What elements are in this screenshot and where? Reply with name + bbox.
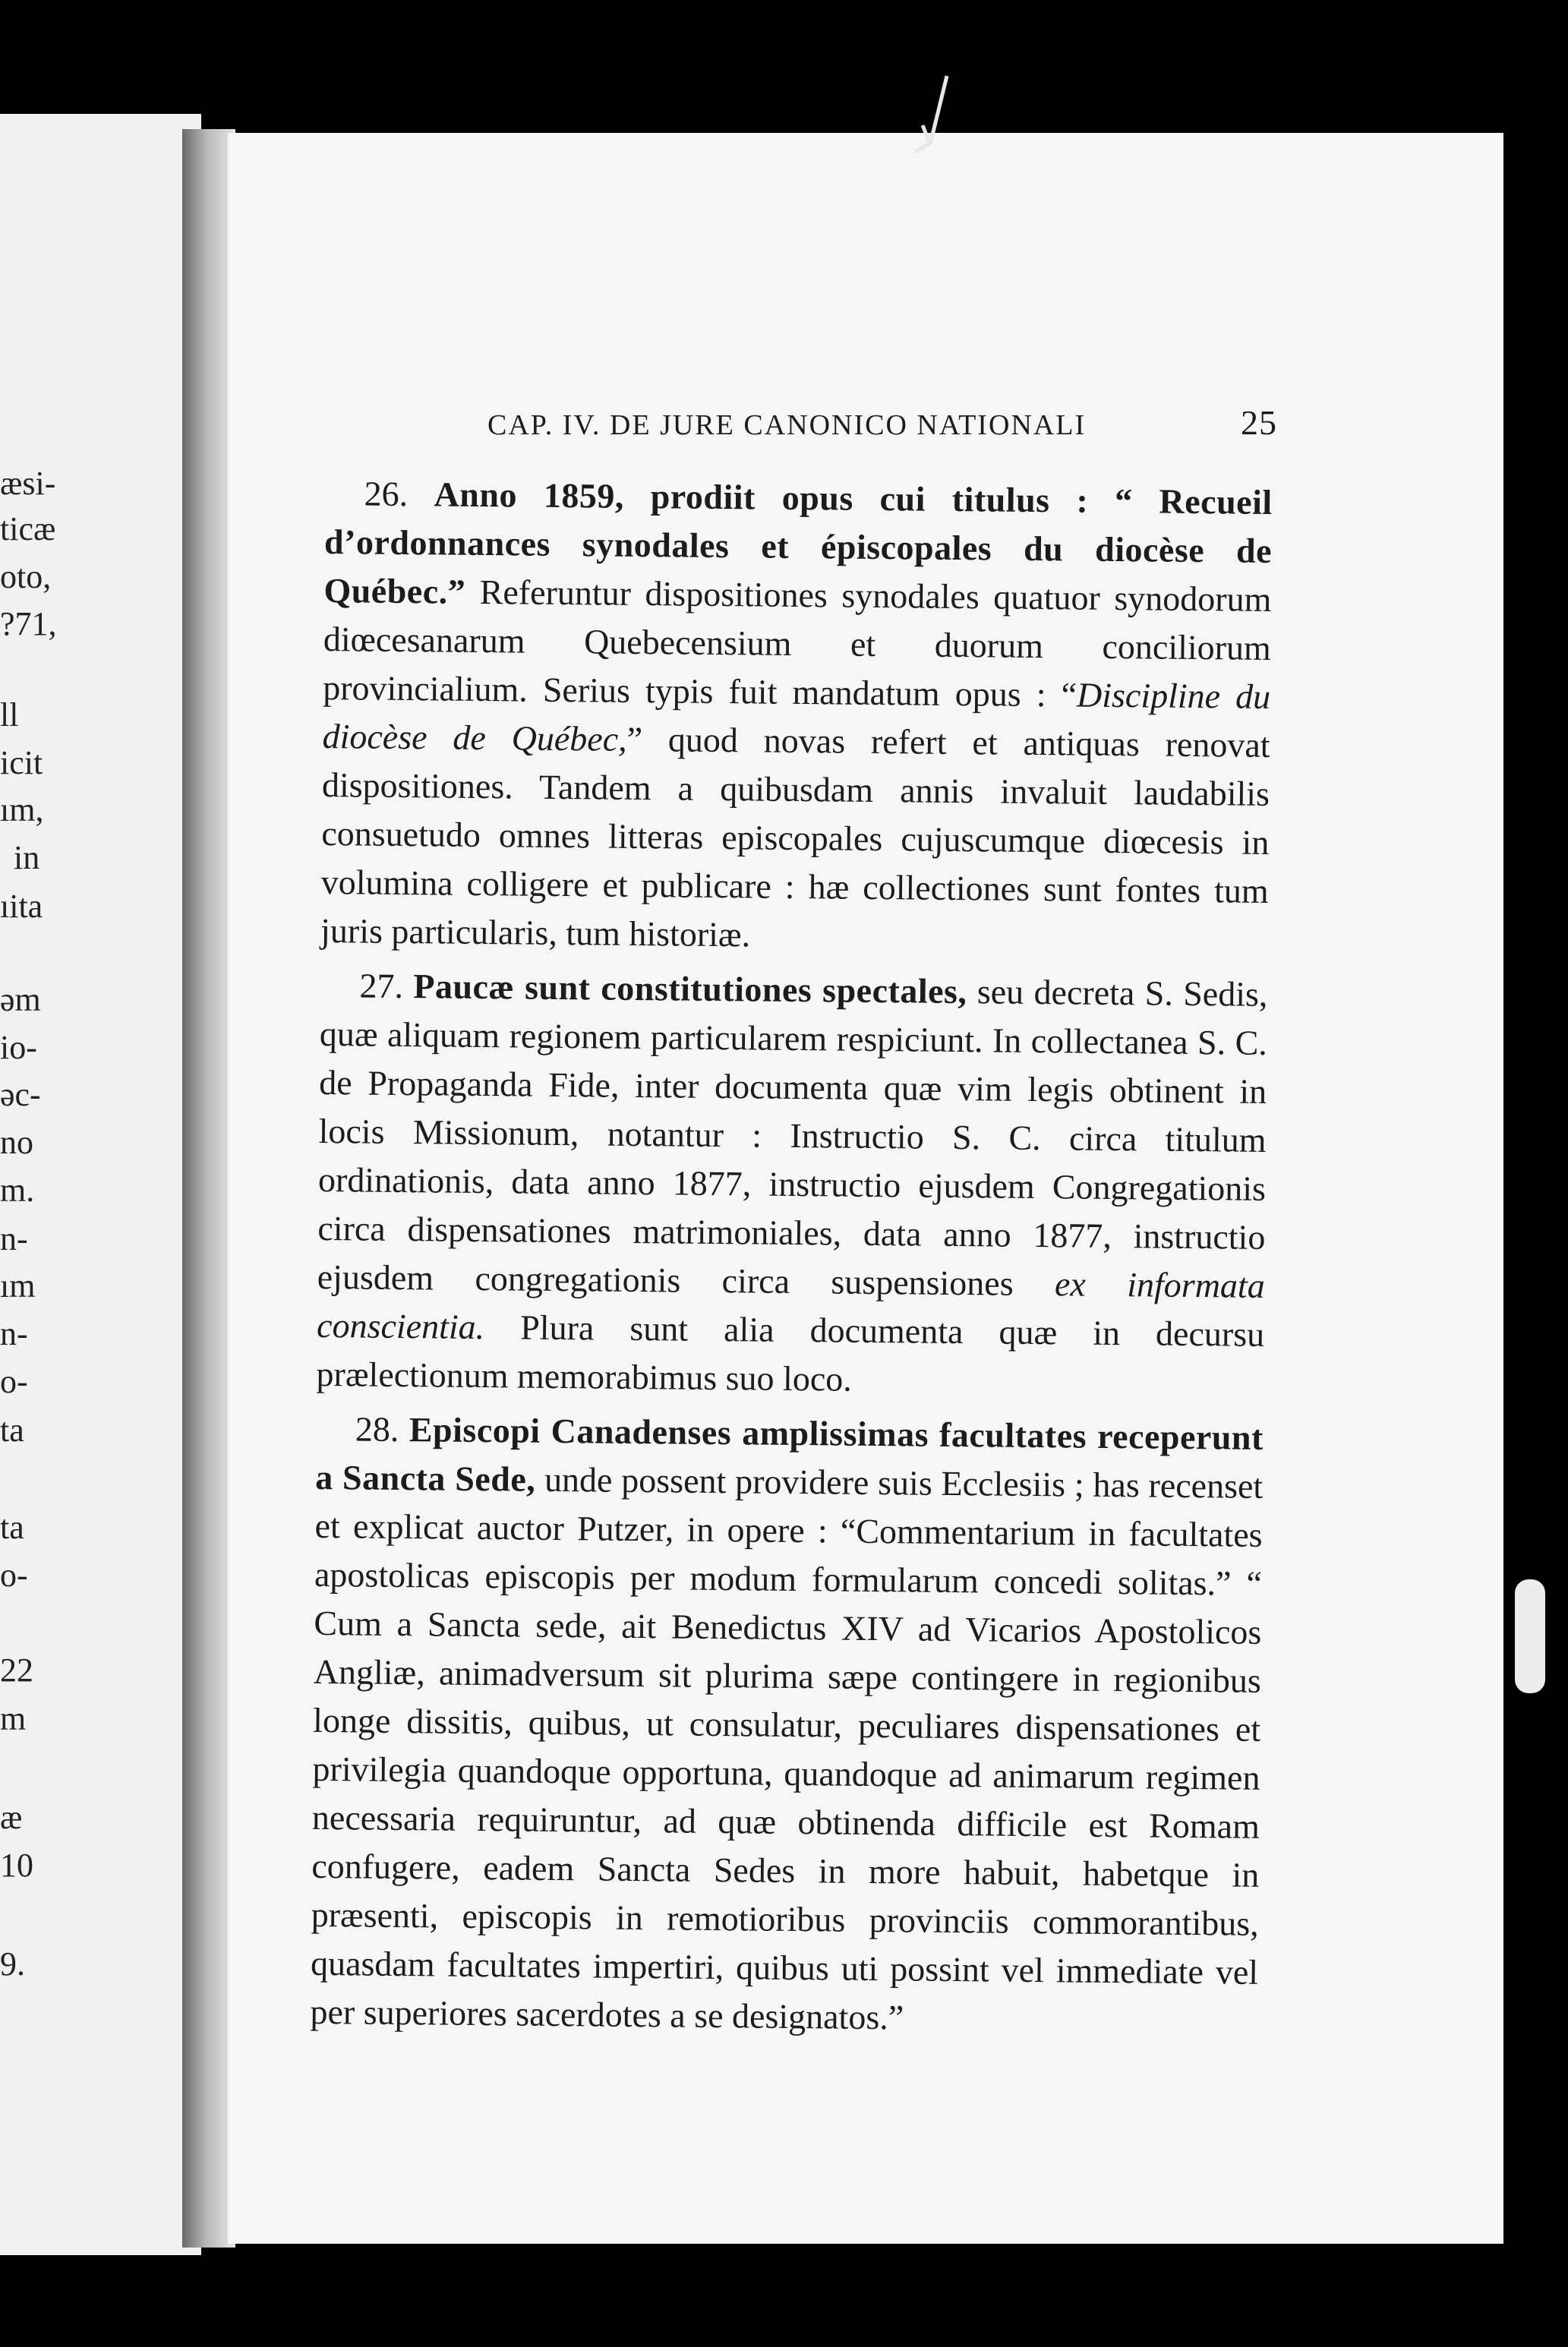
margin-fragment: ll (0, 696, 19, 733)
margin-fragment: 10 (0, 1847, 33, 1884)
page-blot (1515, 1579, 1545, 1693)
margin-fragment: m (0, 1700, 27, 1737)
margin-fragment: ım, (0, 791, 44, 828)
paragraph-number: 26. (364, 474, 409, 514)
margin-fragment: o- (0, 1363, 28, 1400)
margin-fragment: no (0, 1124, 33, 1161)
margin-fragment: ıita (0, 888, 43, 925)
paragraph-26 (320, 469, 1273, 964)
margin-fragment: ta (0, 1509, 24, 1546)
margin-fragment: io- (0, 1029, 37, 1066)
paragraph-text: ” quod novas refert et antiquas renovat dispositiones. Tandem a quibusdam annis invaluit laudabilis consuetudo omnes litteras episcopales cujuscumque diœcesis in volumina colligere et publicare : hæ collectiones sunt fontes tum juris particularis, tum historiæ. (320, 719, 1270, 954)
margin-fragment: 22 (0, 1651, 33, 1689)
margin-fragment: n- (0, 1220, 28, 1257)
paragraph-number: 27. (359, 966, 404, 1006)
margin-fragment: æ (0, 1799, 23, 1836)
paragraph-emphasis: ex informata conscientia. (316, 1264, 1265, 1347)
paragraph-text: seu decreta S. Sedis, quæ aliquam regionem particularem respiciunt. In collectanea S. C. de Propaganda Fide, inter documenta quæ vim legis obtinent in locis Missionum, notantur : Instructio S. C. circa titulum ordinationis, data anno 1877, instructio ejusdem Congregationis circa dispensationes matrimoniales, data anno 1877, instructio ejusdem congregationis circa suspensiones (317, 972, 1268, 1303)
margin-fragment: əm (0, 981, 41, 1018)
page-number: 25 (1241, 403, 1277, 442)
margin-fragment: o- (0, 1557, 28, 1594)
paragraph-27 (316, 961, 1267, 1408)
margin-fragment: æsi- (0, 465, 56, 502)
ink-mark-icon (907, 72, 953, 163)
margin-fragment: əc- (0, 1076, 41, 1113)
page-body (310, 469, 1273, 2052)
paragraph-text: Plura sunt alia documenta quæ in decursu prælectionum memorabimus suo loco. (316, 1308, 1265, 1399)
margin-fragment: in (14, 839, 40, 876)
margin-fragment: ticæ (0, 510, 56, 547)
paragraph-emphasis: Discipline du diocèse de Québec, (322, 675, 1271, 759)
margin-fragment: 9. (0, 1945, 25, 1983)
paragraph-heading: Anno 1859, prodiit opus cui titulus : “ Recueil d’ordonnances synodales et épiscopales du diocèse de Québec.” (323, 475, 1273, 611)
paragraph-heading: Paucæ sunt constitutiones spectales, (413, 967, 967, 1011)
paragraph-28 (310, 1405, 1264, 2046)
margin-fragment: n- (0, 1315, 28, 1352)
left-page-edge (0, 114, 201, 2255)
running-title: CAP. IV. DE JURE CANONICO NATIONALI (487, 409, 1087, 441)
paragraph-number: 28. (355, 1409, 399, 1449)
margin-fragment: ?71, (0, 605, 57, 642)
margin-fragment: ım (0, 1267, 36, 1304)
running-head (487, 402, 1277, 443)
paragraph-text: Referuntur dispositiones synodales quatuor synodorum diœcesanarum Quebecensium et duorum conciliorum provincialium. Serius typis fuit mandatum opus : “ (322, 572, 1272, 715)
margin-fragment: ta (0, 1412, 24, 1449)
margin-fragment: m. (0, 1172, 35, 1209)
paragraph-text: unde possent providere suis Ecclesiis ; has recenset et explicat auctor Putzer, in opere : “Commentarium in facultates apostolicas episcopis per modum formularum concedi solitas.” “ Cum a Sancta sede, ait Benedictus XIV ad Vicarios Apostolicos Angliæ, animadversum sit plurima sæpe contingere in regionibus longe dissitis, quibus, ut consulatur, peculiares dispensationes et privilegia quandoque opportuna, quandoque ad animarum regimen necessaria requiruntur, ad quæ obtinenda difficile est Romam confugere, eadem Sancta Sedes in more habuit, habetque in præsenti, episcopis in remotioribus provinciis commorantibus, quasdam facultates impertiri, quibus uti possint vel immediate vel per superiores sacerdotes a se designatos.” (310, 1459, 1264, 2037)
paragraph-heading: Episcopi Canadenses amplissimas facultates receperunt a Sancta Sede, (315, 1410, 1264, 1499)
margin-fragment: oto, (0, 558, 52, 595)
margin-fragment: icit (0, 744, 43, 781)
